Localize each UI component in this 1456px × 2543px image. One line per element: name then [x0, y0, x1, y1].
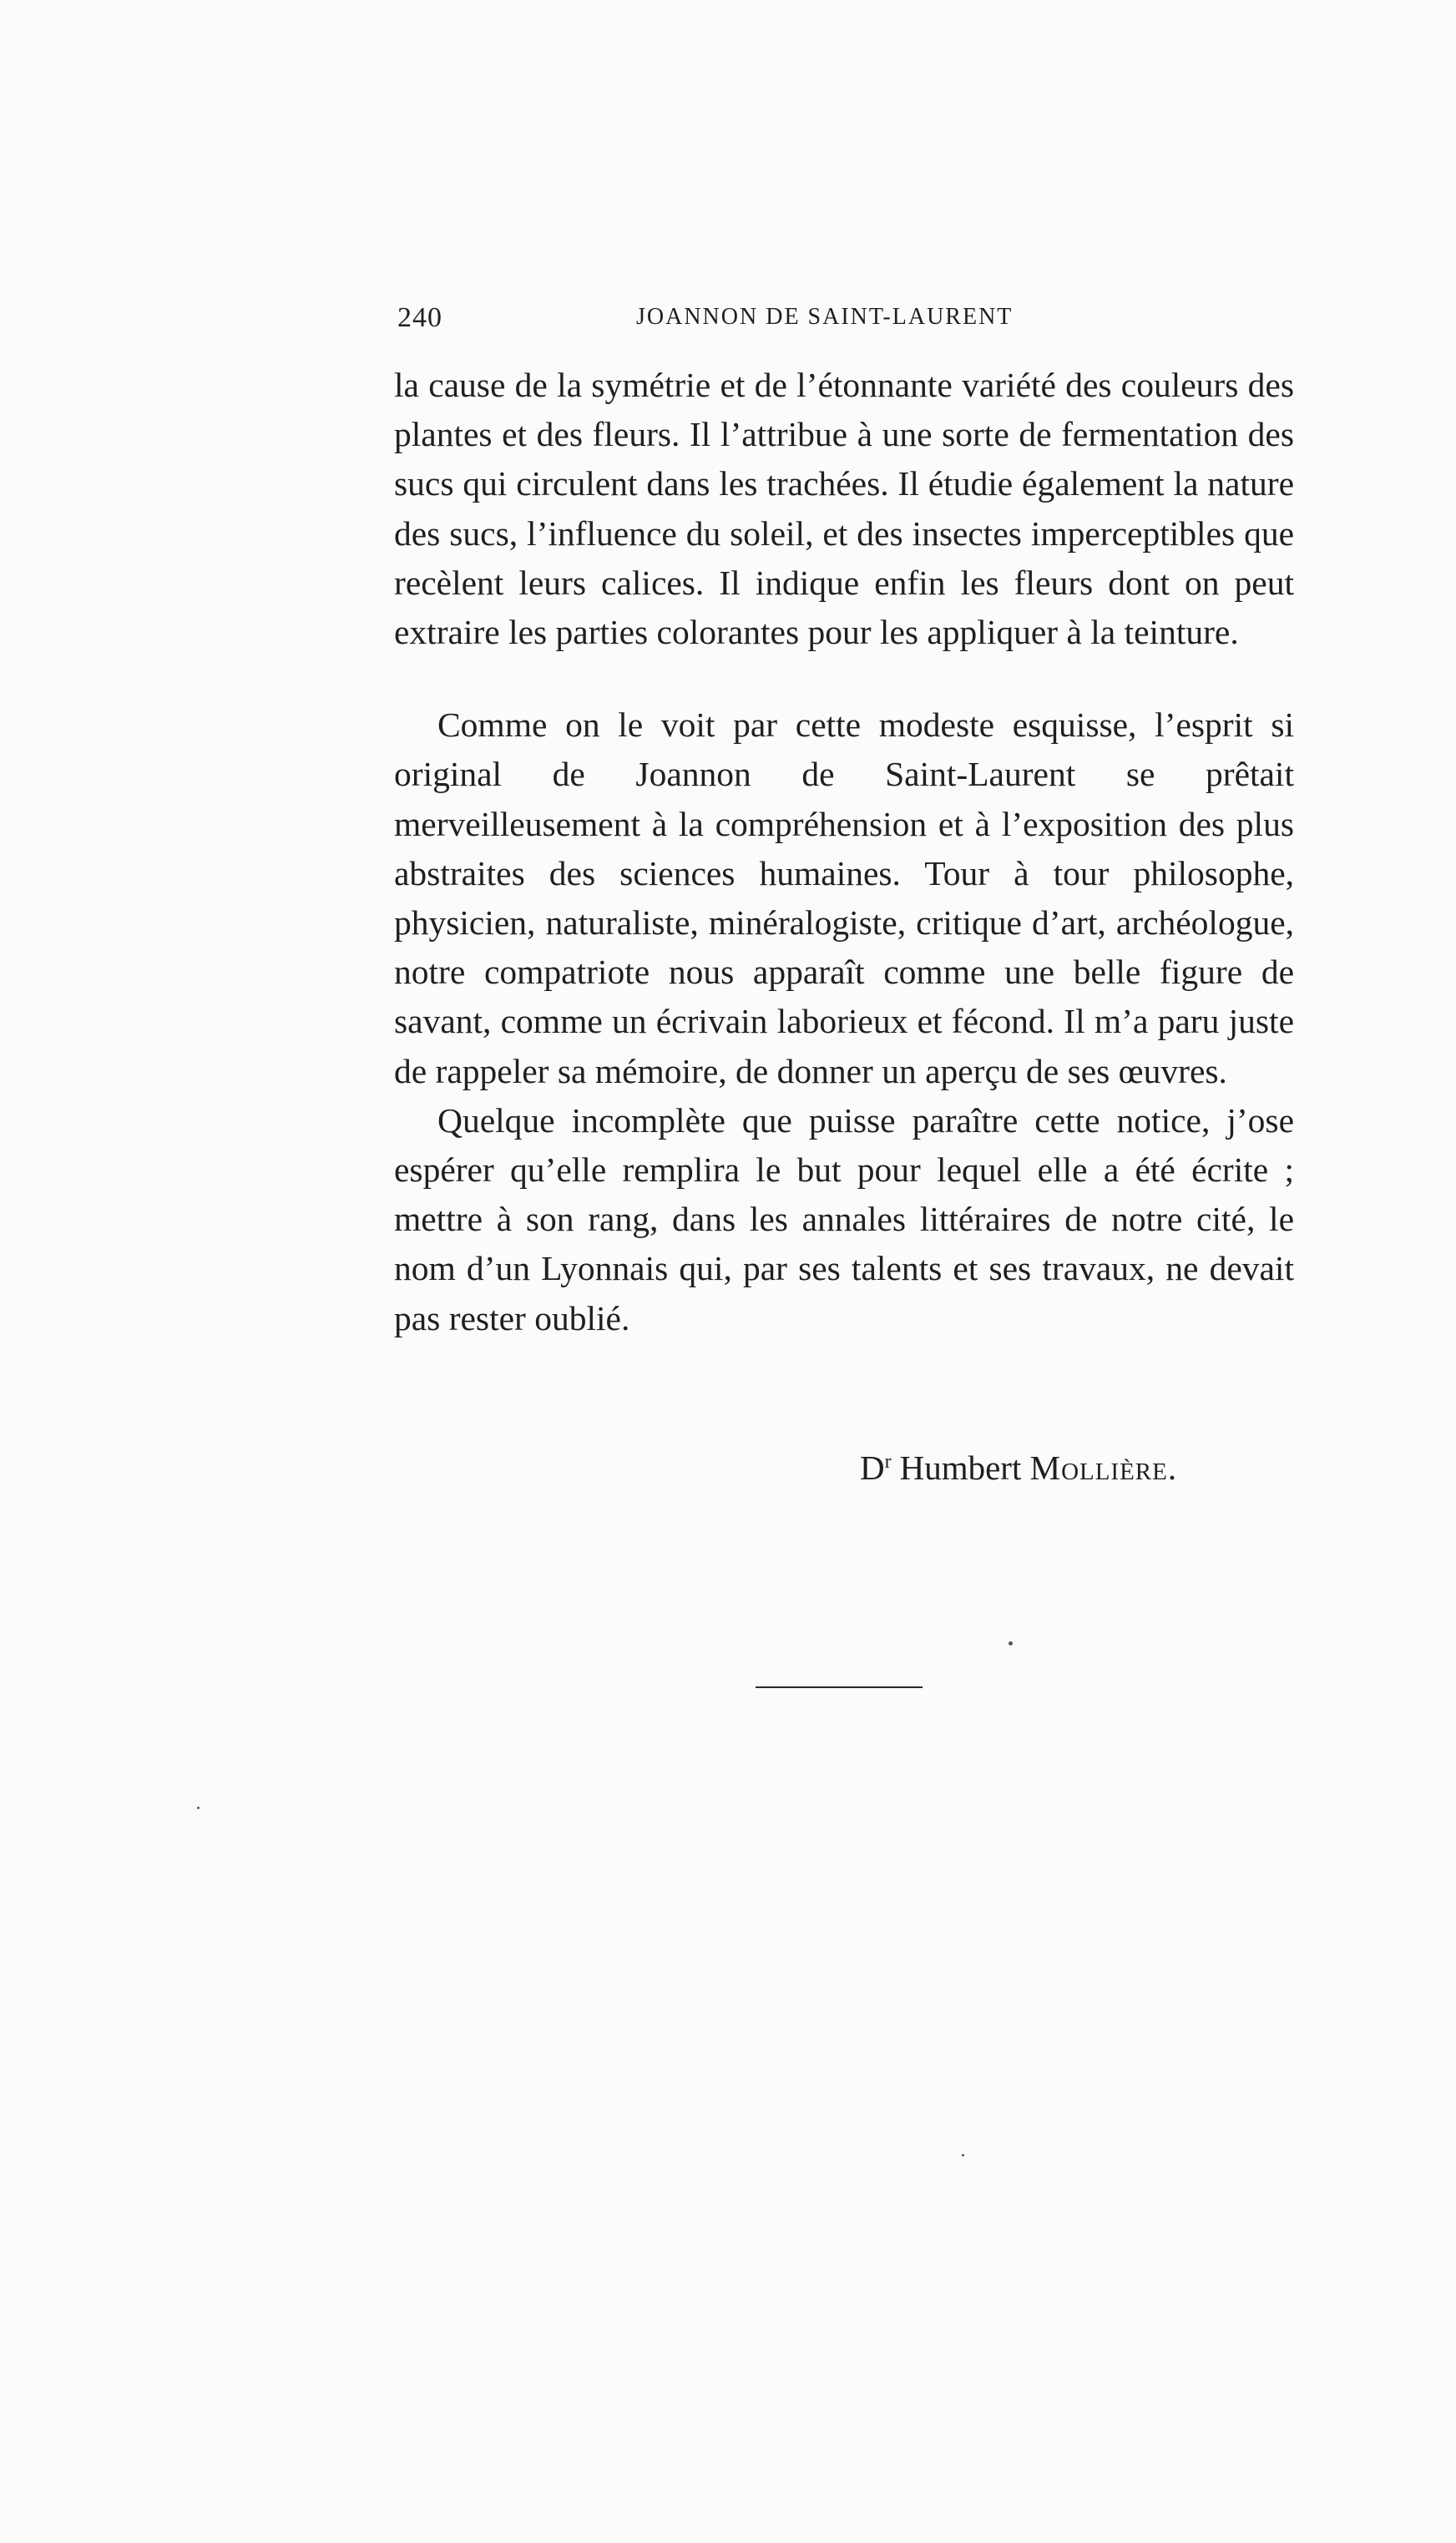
body-text	[394, 361, 1294, 1343]
signature-title-superscript: r	[884, 1451, 892, 1473]
author-signature	[860, 1448, 1177, 1488]
paragraph-summary: Comme on le voit par cette modeste esquisse, l’esprit si original de Joannon de Saint-Laurent se prêtait merveilleusement à la compréhension et à l’exposition des plus abstraites des sciences humaines. Tour à tour philosophe, physicien, naturaliste, minéralogiste, critique d’art, archéologue, notre compatriote nous apparaît comme une belle figure de savant, comme un écrivain laborieux et fécond. Il m’a paru juste de rappeler sa mémoire, de donner un aperçu de ses œuvres.	[394, 705, 1294, 1090]
ink-speck	[197, 1807, 200, 1809]
end-rule	[756, 1686, 923, 1688]
signature-surname: Mollière.	[1029, 1448, 1178, 1487]
running-title: JOANNON DE SAINT-LAURENT	[636, 304, 1014, 330]
page-number: 240	[397, 302, 442, 333]
ink-speck	[962, 2154, 964, 2156]
signature-title: D	[860, 1448, 885, 1487]
page-header	[397, 294, 1301, 344]
paragraph-continued: la cause de la symétrie et de l’étonnante variété des couleurs des plantes et des fleurs. Il l’attribue à une sorte de fermentation des sucs qui circulent dans les trachées. Il étudie également la nature des sucs, l’influence du soleil, et des insectes imperceptibles que recèlent leurs calices. Il indique enfin les fleurs dont on peut extraire les parties colorantes pour les appliquer à la teinture.	[394, 366, 1294, 652]
signature-first-name: Humbert	[899, 1448, 1022, 1487]
paragraph-closing: Quelque incomplète que puisse paraître cette notice, j’ose espérer qu’elle remplira le but pour lequel elle a été écrite ; mettre à son rang, dans les annales littéraires de notre cité, le nom d’un Lyonnais qui, par ses talents et ses travaux, ne devait pas rester oublié.	[394, 1100, 1294, 1337]
ink-speck	[1009, 1641, 1013, 1646]
